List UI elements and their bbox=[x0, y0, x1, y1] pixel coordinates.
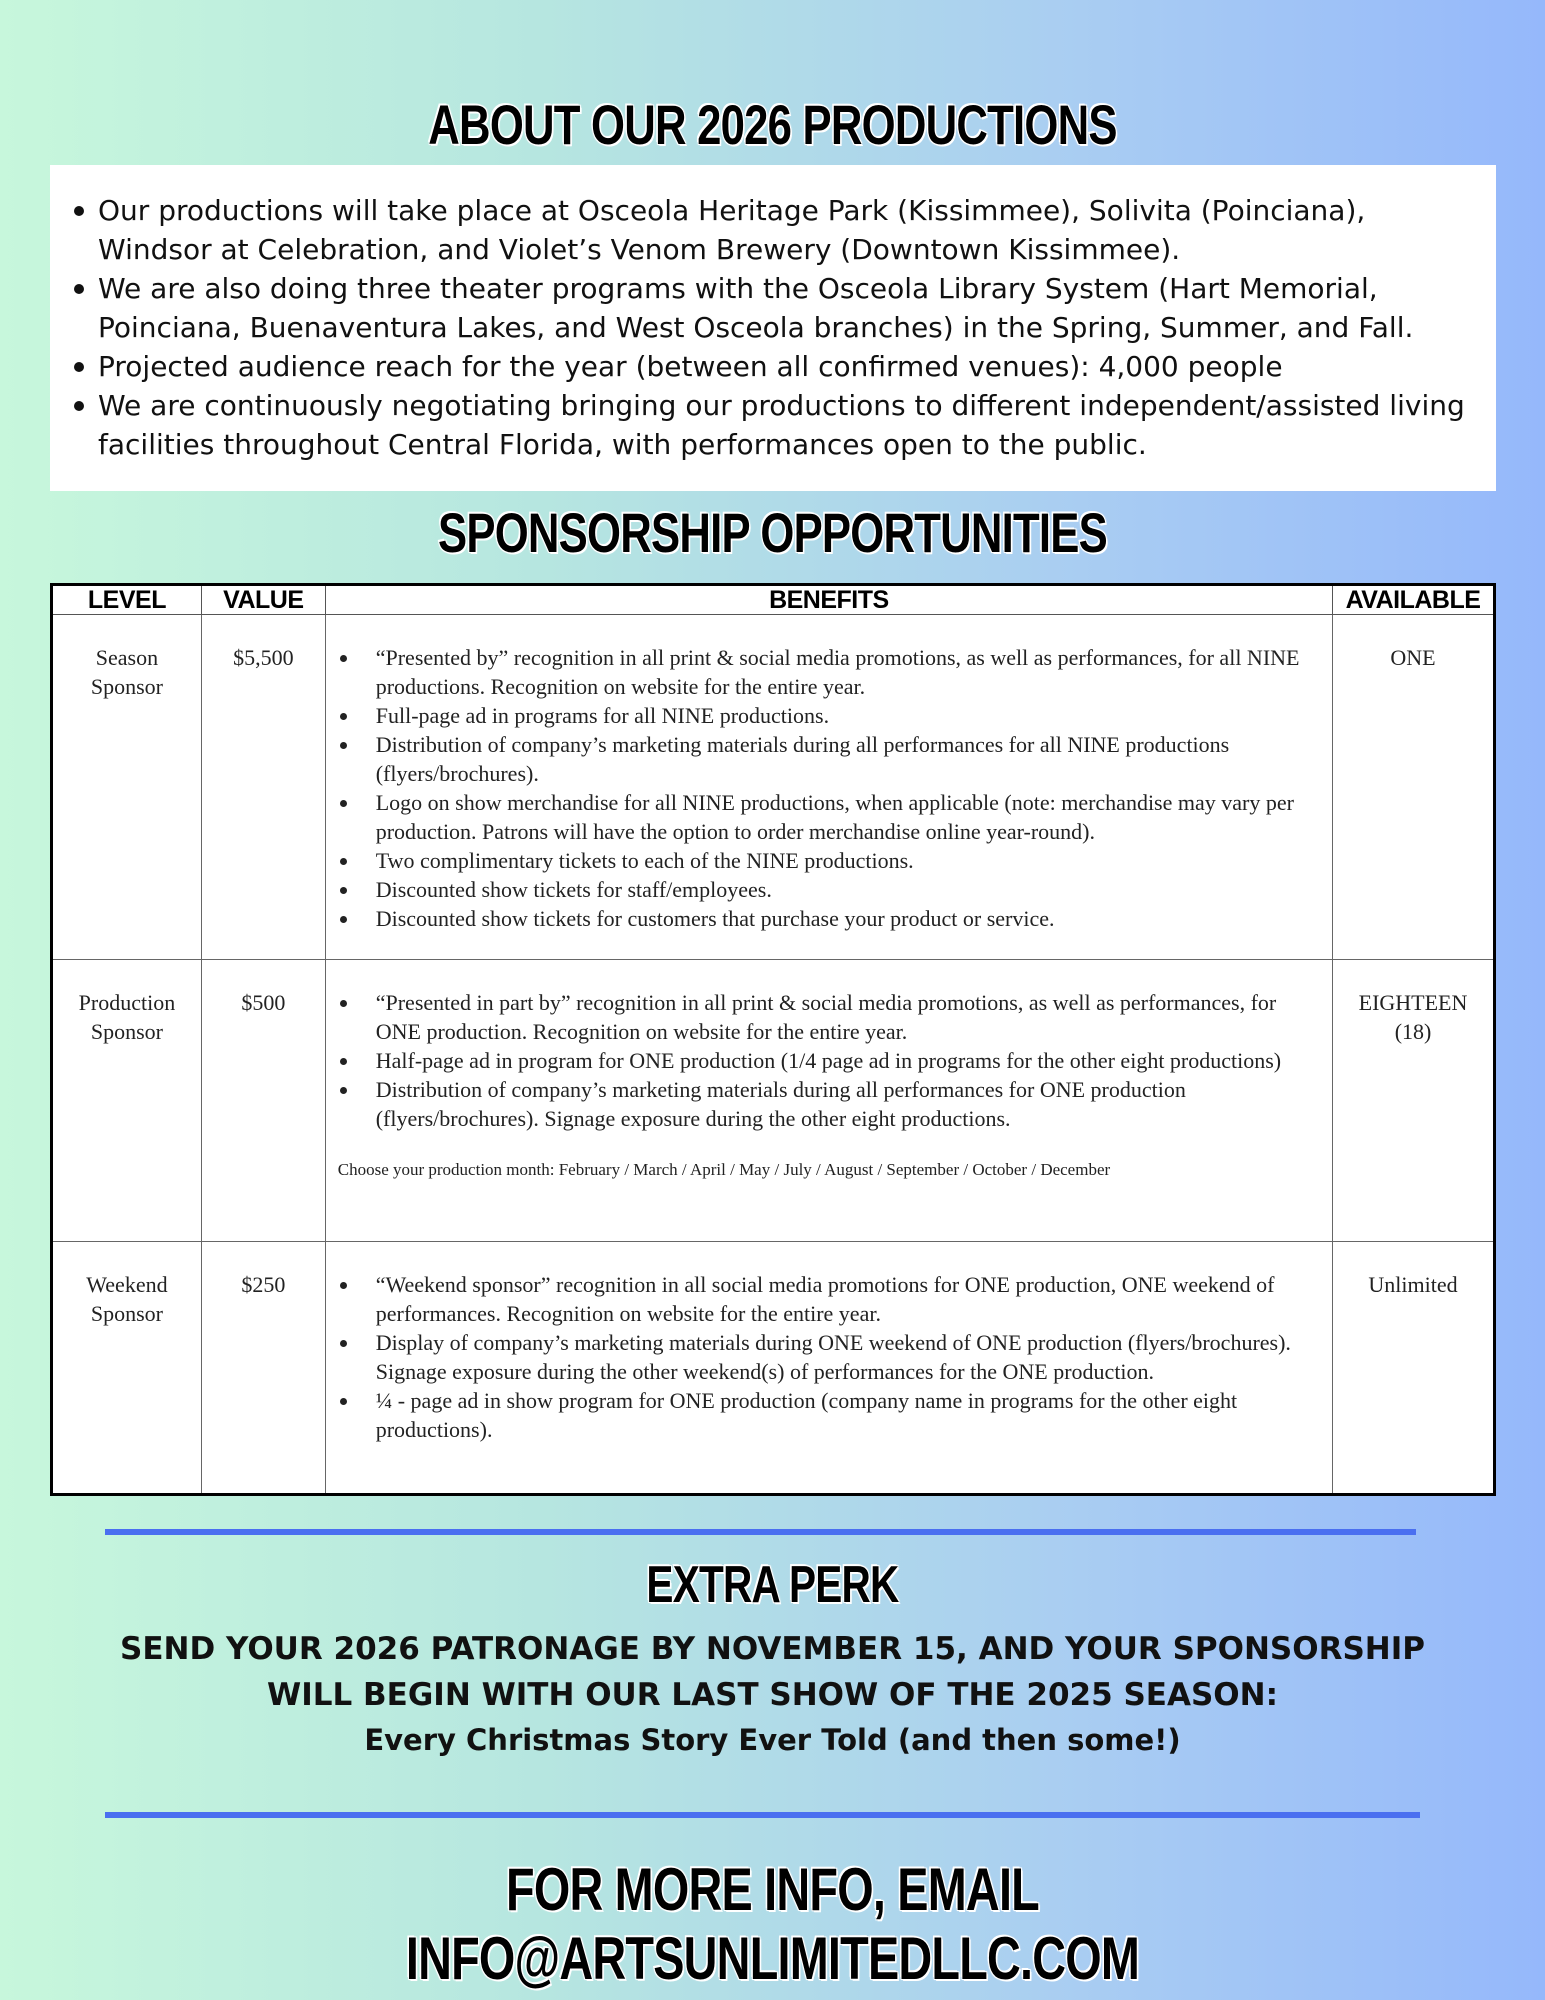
perk-line-1: SEND YOUR 2026 PATRONAGE BY NOVEMBER 15, AND YOUR SPONSORSHIP bbox=[120, 1631, 1425, 1667]
benefit-item: Display of company’s marketing materials during ONE weekend of ONE production (flyers/brochures). Signage exposure during the other weekend(s) of performances for the ONE production. bbox=[338, 1328, 1318, 1386]
benefits-list bbox=[338, 1270, 1318, 1444]
bullet-icon bbox=[340, 858, 347, 865]
level-cell: Weekend Sponsor bbox=[52, 1242, 202, 1495]
bullet-icon bbox=[340, 1087, 347, 1094]
benefits-cell bbox=[325, 1242, 1332, 1495]
value-cell: $250 bbox=[201, 1242, 325, 1495]
bullet-icon bbox=[74, 206, 84, 216]
benefits-cell bbox=[325, 960, 1332, 1242]
divider-rule bbox=[105, 1812, 1420, 1818]
benefit-item: Half-page ad in program for ONE production (1/4 page ad in programs for the other eight productions) bbox=[338, 1046, 1318, 1075]
divider-rule bbox=[105, 1529, 1416, 1535]
bullet-icon bbox=[340, 713, 347, 720]
about-box bbox=[50, 165, 1496, 491]
month-choice-note: Choose your production month: February / March / April / May / July / August / September / October / December bbox=[337, 1160, 1111, 1179]
header-value: VALUE bbox=[201, 585, 325, 615]
benefit-item: “Presented in part by” recognition in all print & social media promotions, as well as performances, for ONE production. Recognition on website for the entire year. bbox=[338, 988, 1318, 1046]
benefits-cell bbox=[325, 615, 1332, 960]
benefit-item: “Weekend sponsor” recognition in all social media promotions for ONE production, ONE weekend of performances. Recognition on website for the entire year. bbox=[338, 1270, 1318, 1328]
benefit-item: Two complimentary tickets to each of the NINE productions. bbox=[338, 846, 1318, 875]
bullet-icon bbox=[74, 284, 84, 294]
about-bullet-3: Projected audience reach for the year (between all confirmed venues): 4,000 people bbox=[98, 347, 1466, 386]
bullet-icon bbox=[340, 1000, 347, 1007]
header-available: AVAILABLE bbox=[1333, 585, 1495, 615]
value-cell: $5,500 bbox=[201, 615, 325, 960]
bullet-icon bbox=[340, 916, 347, 923]
benefit-item: Discounted show tickets for customers that purchase your product or service. bbox=[338, 904, 1318, 933]
bullet-icon bbox=[74, 362, 84, 372]
available-cell: Unlimited bbox=[1333, 1242, 1495, 1495]
bullet-icon bbox=[340, 1340, 347, 1347]
bullet-icon bbox=[340, 742, 347, 749]
extra-perk-heading: EXTRA PERK bbox=[646, 1556, 899, 1614]
table-header-row bbox=[52, 585, 1495, 615]
benefit-item: Distribution of company’s marketing materials during all performances for ONE production (flyers/brochures). Signage exposure during the other eight productions. bbox=[338, 1075, 1318, 1133]
bullet-icon bbox=[340, 887, 347, 894]
benefit-item: Distribution of company’s marketing materials during all performances for all NINE productions (flyers/brochures). bbox=[338, 730, 1318, 788]
benefit-item: ¼ - page ad in show program for ONE production (company name in programs for the other eight productions). bbox=[338, 1386, 1318, 1444]
level-cell: Season Sponsor bbox=[52, 615, 202, 960]
available-cell: ONE bbox=[1333, 615, 1495, 960]
bullet-icon bbox=[340, 1058, 347, 1065]
header-benefits: BENEFITS bbox=[325, 585, 1332, 615]
about-bullet-2: We are also doing three theater programs with the Osceola Library System (Hart Memorial, Poinciana, Buenaventura Lakes, and West Osceola branches) in the Spring, Summer, and Fall. bbox=[98, 269, 1466, 347]
benefit-item: Logo on show merchandise for all NINE productions, when applicable (note: merchandise may vary per production. Patrons will have the option to order merchandise online year-round). bbox=[338, 788, 1318, 846]
about-list bbox=[98, 191, 1466, 464]
bullet-icon bbox=[340, 655, 347, 662]
about-bullet-4: We are continuously negotiating bringing our productions to different independent/assisted living facilities throughout Central Florida, with performances open to the public. bbox=[98, 386, 1466, 464]
sponsorship-table bbox=[50, 583, 1496, 1496]
benefits-list bbox=[338, 643, 1318, 933]
sponsorship-heading: SPONSORSHIP OPPORTUNITIES bbox=[438, 501, 1107, 564]
about-bullet-1: Our productions will take place at Osceola Heritage Park (Kissimmee), Solivita (Poinciana), Windsor at Celebration, and Violet’s Venom Brewery (Downtown Kissimmee). bbox=[98, 191, 1466, 269]
benefit-item: Full-page ad in programs for all NINE productions. bbox=[338, 701, 1318, 730]
bullet-icon bbox=[340, 1398, 347, 1405]
about-heading: ABOUT OUR 2026 PRODUCTIONS bbox=[428, 93, 1117, 156]
contact-email: FOR MORE INFO, EMAIL INFO@ARTSUNLIMITEDLLC.COM bbox=[405, 1856, 1140, 1992]
table-row-season bbox=[52, 615, 1495, 960]
benefit-item: “Presented by” recognition in all print & social media promotions, as well as performances, for all NINE productions. Recognition on website for the entire year. bbox=[338, 643, 1318, 701]
bullet-icon bbox=[74, 401, 84, 411]
table-row-weekend bbox=[52, 1242, 1495, 1495]
perk-show-title: Every Christmas Story Ever Told (and then some!) bbox=[364, 1723, 1181, 1757]
available-cell: EIGHTEEN (18) bbox=[1333, 960, 1495, 1242]
value-cell: $500 bbox=[201, 960, 325, 1242]
bullet-icon bbox=[340, 1282, 347, 1289]
bullet-icon bbox=[340, 800, 347, 807]
benefit-item: Discounted show tickets for staff/employees. bbox=[338, 875, 1318, 904]
perk-line-2: WILL BEGIN WITH OUR LAST SHOW OF THE 2025 SEASON: bbox=[267, 1677, 1278, 1713]
benefits-list bbox=[338, 988, 1318, 1133]
header-level: LEVEL bbox=[52, 585, 202, 615]
table-row-production bbox=[52, 960, 1495, 1242]
level-cell: Production Sponsor bbox=[52, 960, 202, 1242]
